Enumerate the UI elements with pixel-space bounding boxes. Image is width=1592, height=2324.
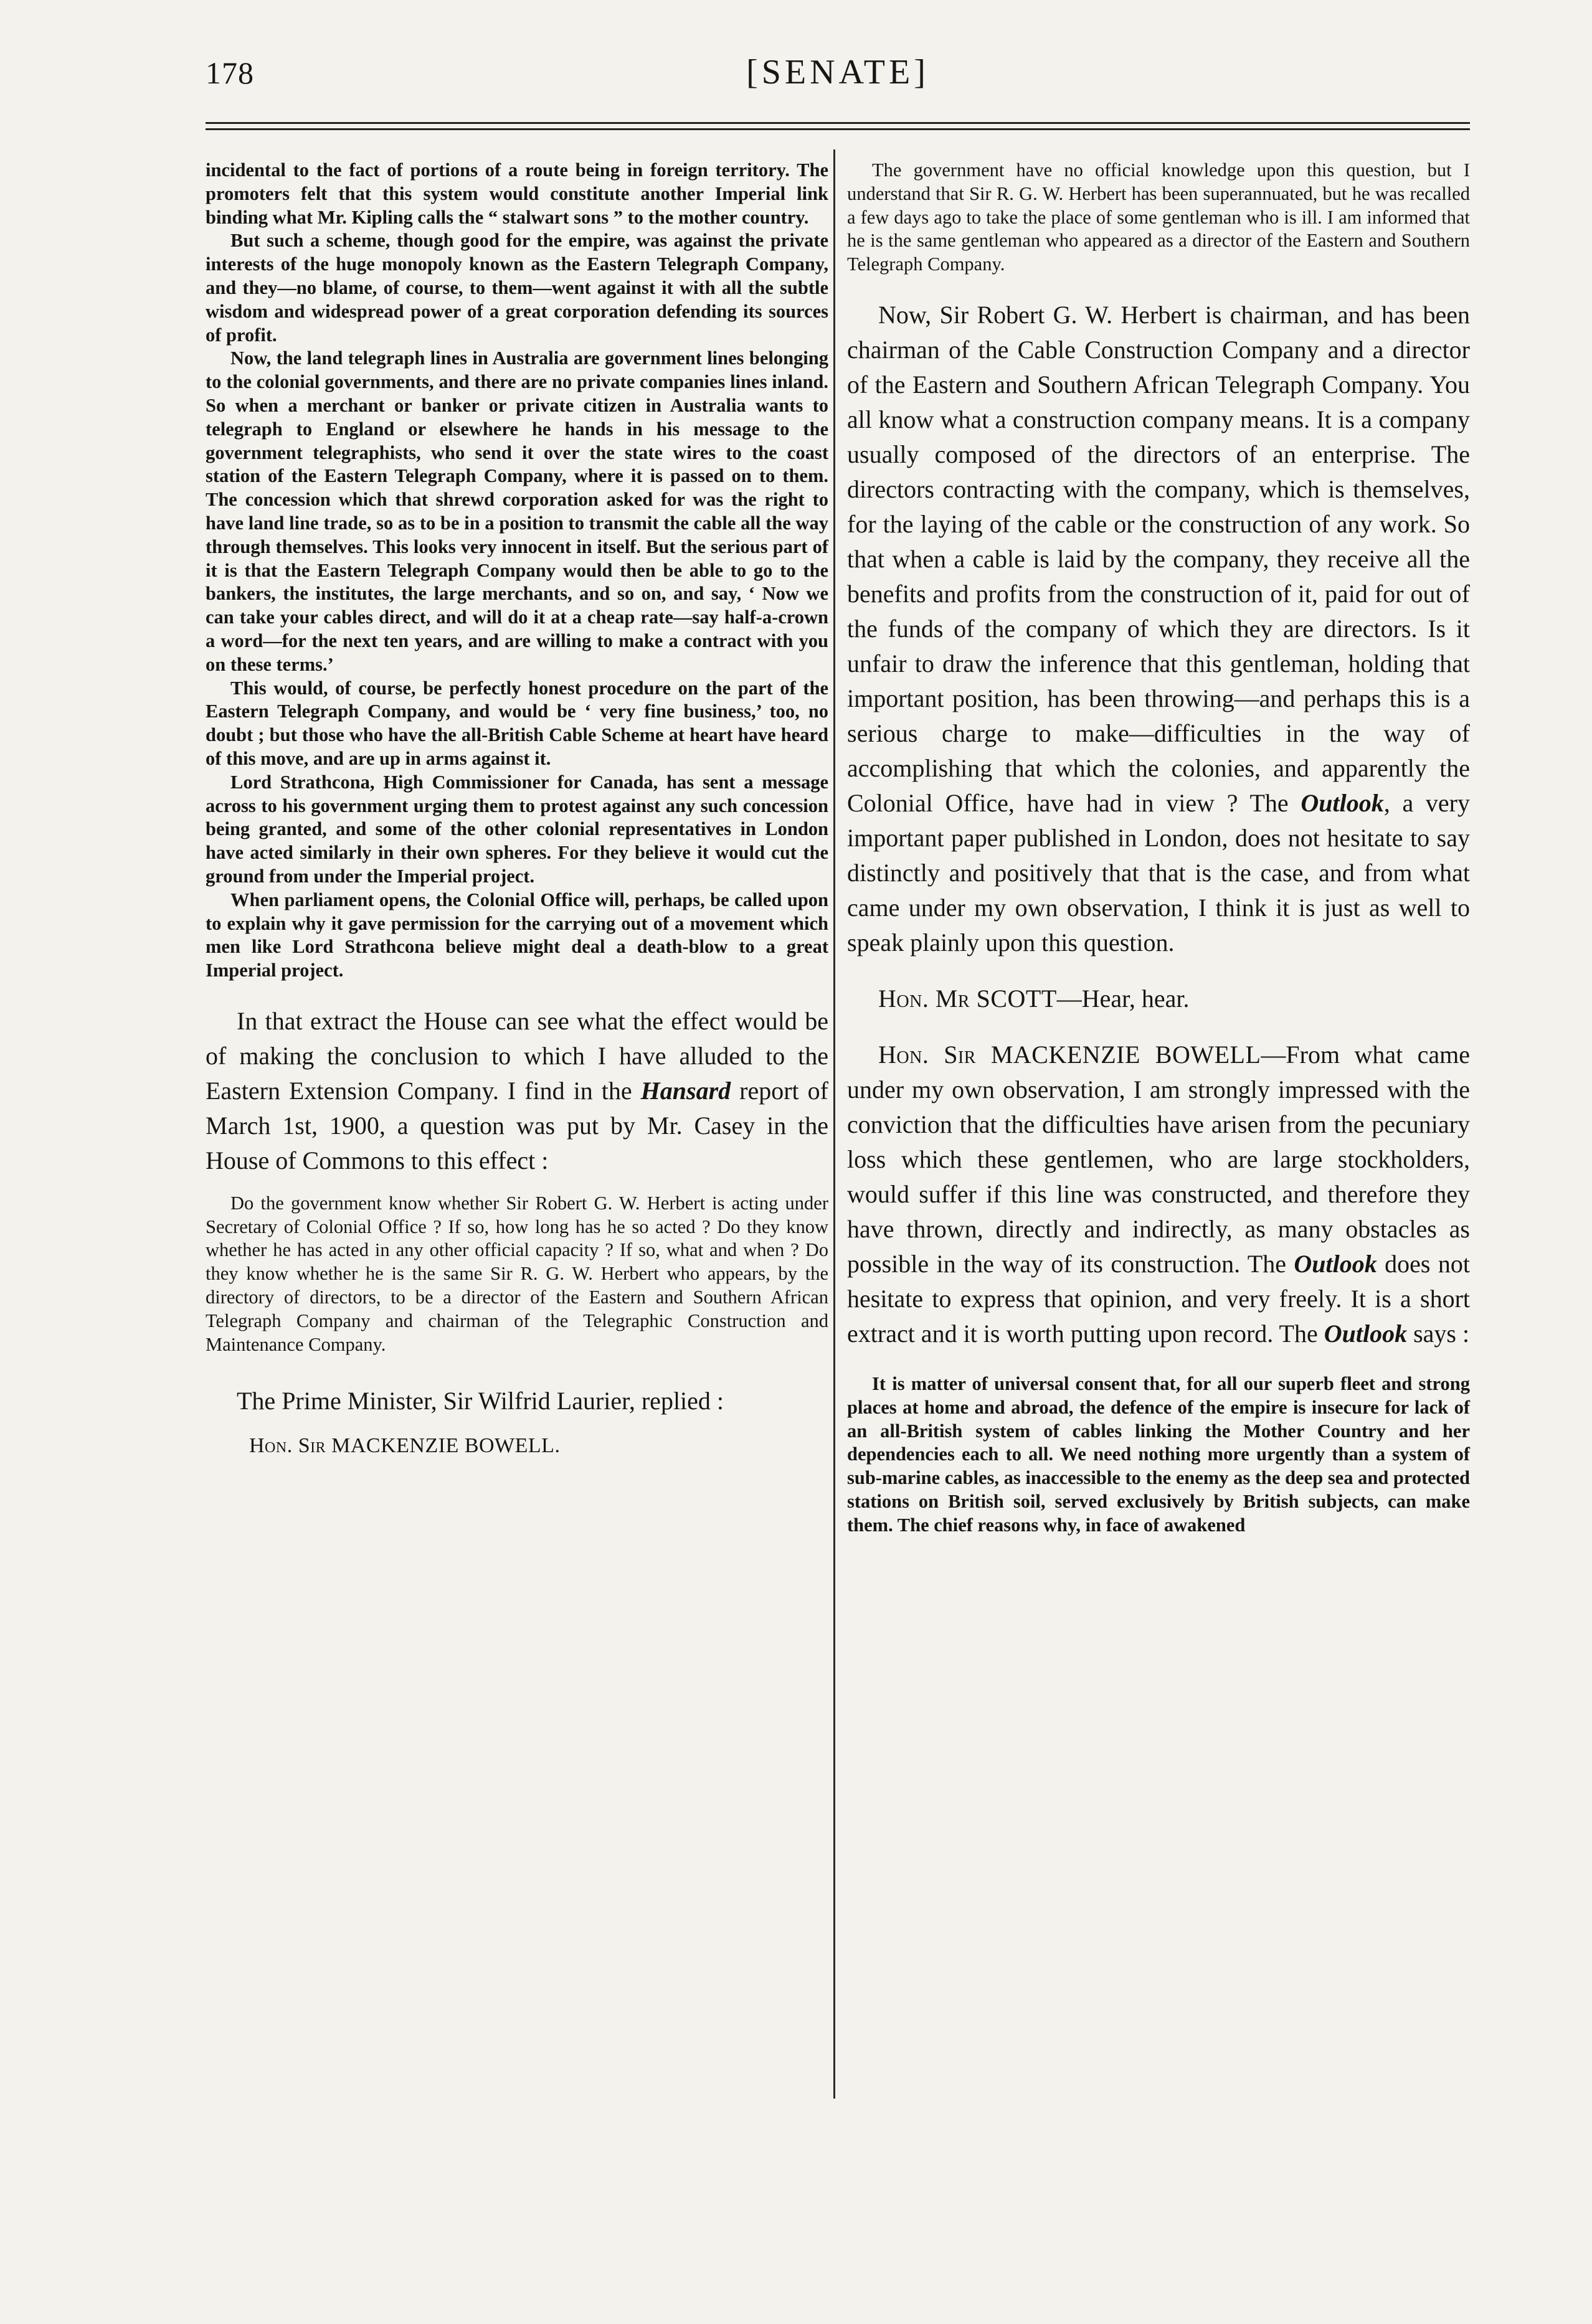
speaker-name: Hon. Sir MACKENZIE BOWELL bbox=[878, 1040, 1261, 1069]
speech-text: , a very important paper published in London, does not hesitate to say distinctly and positively that that is the case, and from what came under my own observation, I think it is just as well to speak plainly upon this question. bbox=[847, 788, 1470, 957]
speech-text: report of March 1st, 1900, a question was put by Mr. Casey in the House of Commons to this effect : bbox=[206, 1076, 828, 1174]
running-head: [SENATE] bbox=[746, 53, 929, 92]
page-header bbox=[206, 44, 1470, 112]
speech-paragraph bbox=[847, 298, 1470, 960]
interjection-text: —Hear, hear. bbox=[1056, 984, 1190, 1013]
shared-speaker-label: Hon. Sir MACKENZIE BOWELL. bbox=[249, 1434, 561, 1458]
extract-paragraph: incidental to the fact of portions of a route being in foreign territory. The promoters felt that this system would constitute another Imperial link binding what Mr. Kipling calls the “ stalwart sons ” to the mother country. bbox=[206, 159, 828, 228]
hansard-title: Hansard bbox=[640, 1076, 731, 1105]
left-column bbox=[206, 159, 828, 1460]
column-divider bbox=[833, 149, 835, 2099]
speech-paragraph bbox=[847, 1037, 1470, 1351]
extract-paragraph: Now, the land telegraph lines in Australia are government lines belonging to the colonial governments, and there are no private companies lines inland. So when a merchant or banker or private citizen in Australia wants to telegraph to England or elsewhere he hands in his message to the government telegraphists, who send it over the state wires to the coast station of the Eastern Telegraph Company, where it is passed on to them. The concession which that shrewd corporation asked for was the right to have land line trade, so as to be in a position to transmit the cable all the way through themselves. This looks very innocent in itself. But the serious part of it is that the Eastern Telegraph Company would then be able to go to the bankers, the institutes, the large merchants, and so on, and say, ‘ Now we can take your cables direct, and will do it at a cheap rate—say half-a-crown a word—for the next ten years, and are willing to make a contract with you on these terms.’ bbox=[206, 347, 828, 675]
header-rule-bottom bbox=[206, 128, 1470, 130]
extract-paragraph: When parliament opens, the Colonial Office will, perhaps, be called upon to explain why it gave permission for the carrying out of a movement which men like Lord Strathcona believe might deal a death-blow to a great Imperial project. bbox=[206, 889, 828, 981]
outlook-title: Outlook bbox=[1324, 1319, 1408, 1348]
outlook-title: Outlook bbox=[1294, 1249, 1377, 1278]
newspaper-extract bbox=[206, 159, 828, 983]
interjection bbox=[847, 981, 1470, 1016]
speech-text: —From what came under my own observation, I am strongly impressed with the conviction that the difficulties have arisen from the pecuniary loss which these gentlemen, who are large stockholders, would suffer if this line was constructed, and therefore they have thrown, directly and indirectly, as many obstacles as possible in the way of its construction. The bbox=[847, 1040, 1470, 1278]
outlook-quote: It is matter of universal consent that, for all our superb fleet and strong places at home and abroad, the defence of the empire is insecure for lack of an all-British system of cables linking the Mother Country and her dependencies each to all. We need nothing more urgently than a system of sub-marine cables, as inaccessible to the enemy as the deep sea and protected stations on British soil, served exclusively by British subjects, can make them. The chief reasons why, in face of awakened bbox=[847, 1372, 1470, 1536]
speech-text: says : bbox=[1407, 1319, 1470, 1348]
speech-text: does not hesitate to express that opinion, and very freely. It is a short extract and it is worth putting upon record. The bbox=[847, 1249, 1470, 1348]
speech-text: In that extract the House can see what the effect would be of making the conclusion to which I have alluded to the Eastern Extension Company. I find in the bbox=[206, 1006, 828, 1105]
extract-paragraph: This would, of course, be perfectly honest procedure on the part of the Eastern Telegraph Company, and would be ‘ very fine business,’ too, no doubt ; but those who have the all-British Cable Scheme at heart have heard of this move, and are up in arms against it. bbox=[206, 677, 828, 769]
speech-text: Now, Sir Robert G. W. Herbert is chairman, and has been chairman of the Cable Construction Company and a director of the Eastern and Southern African Telegraph Company. You all know what a construction company means. It is a company usually composed of the directors of an enterprise. The directors contracting with the company, which is themselves, for the laying of the cable or the construction of any work. So that when a cable is laid by the company, they receive all the benefits and profits from the construction of it, paid for out of the funds of the company of which they are directors. Is it unfair to draw the inference that this gentleman, holding that important position, has been throwing—and perhaps this is a serious charge to make—difficulties in the way of accomplishing that which the colonies, and apparently the Colonial Office, have had in view ? The bbox=[847, 300, 1470, 817]
speech-paragraph bbox=[206, 1004, 828, 1178]
page-number: 178 bbox=[206, 55, 254, 90]
extract-paragraph: Lord Strathcona, High Commissioner for Canada, has sent a message across to his government urging them to protest against any such concession being granted, and some of the other colonial representatives in London have acted similarly in their own spheres. For they believe it would cut the ground from under the Imperial project. bbox=[206, 771, 828, 887]
speaker-name: Hon. Mr SCOTT bbox=[878, 984, 1057, 1013]
outlook-title: Outlook bbox=[1301, 788, 1384, 817]
prime-minister-line: The Prime Minister, Sir Wilfrid Laurier, replied : bbox=[237, 1387, 724, 1415]
question-quote: Do the government know whether Sir Robert G. W. Herbert is acting under Secretary of Colonial Office ? If so, how long has he so acted ? Do they know whether he has acted in any other official capacity ? If so, what and when ? Do they know whether he is the same Sir R. G. W. Herbert who appears, by the directory of directors, to be a director of the Eastern and Southern African Telegraph Company and chairman of the Telegraphic Construction and Maintenance Company. bbox=[206, 1192, 828, 1355]
right-column bbox=[847, 159, 1470, 1538]
header-rule-top bbox=[206, 122, 1470, 124]
reply-quote: The government have no official knowledge upon this question, but I understand that Sir R. G. W. Herbert has been superannuated, but he was recalled a few days ago to take the place of some gentleman who is ill. I am informed that he is the same gentleman who appeared as a director of the Eastern and Southern Telegraph Company. bbox=[847, 159, 1470, 275]
extract-paragraph: But such a scheme, though good for the empire, was against the private interests of the huge monopoly known as the Eastern Telegraph Company, and they—no blame, of course, to them—went against it with all the subtle wisdom and widespread power of a great corporation defending its sources of profit. bbox=[206, 230, 828, 346]
